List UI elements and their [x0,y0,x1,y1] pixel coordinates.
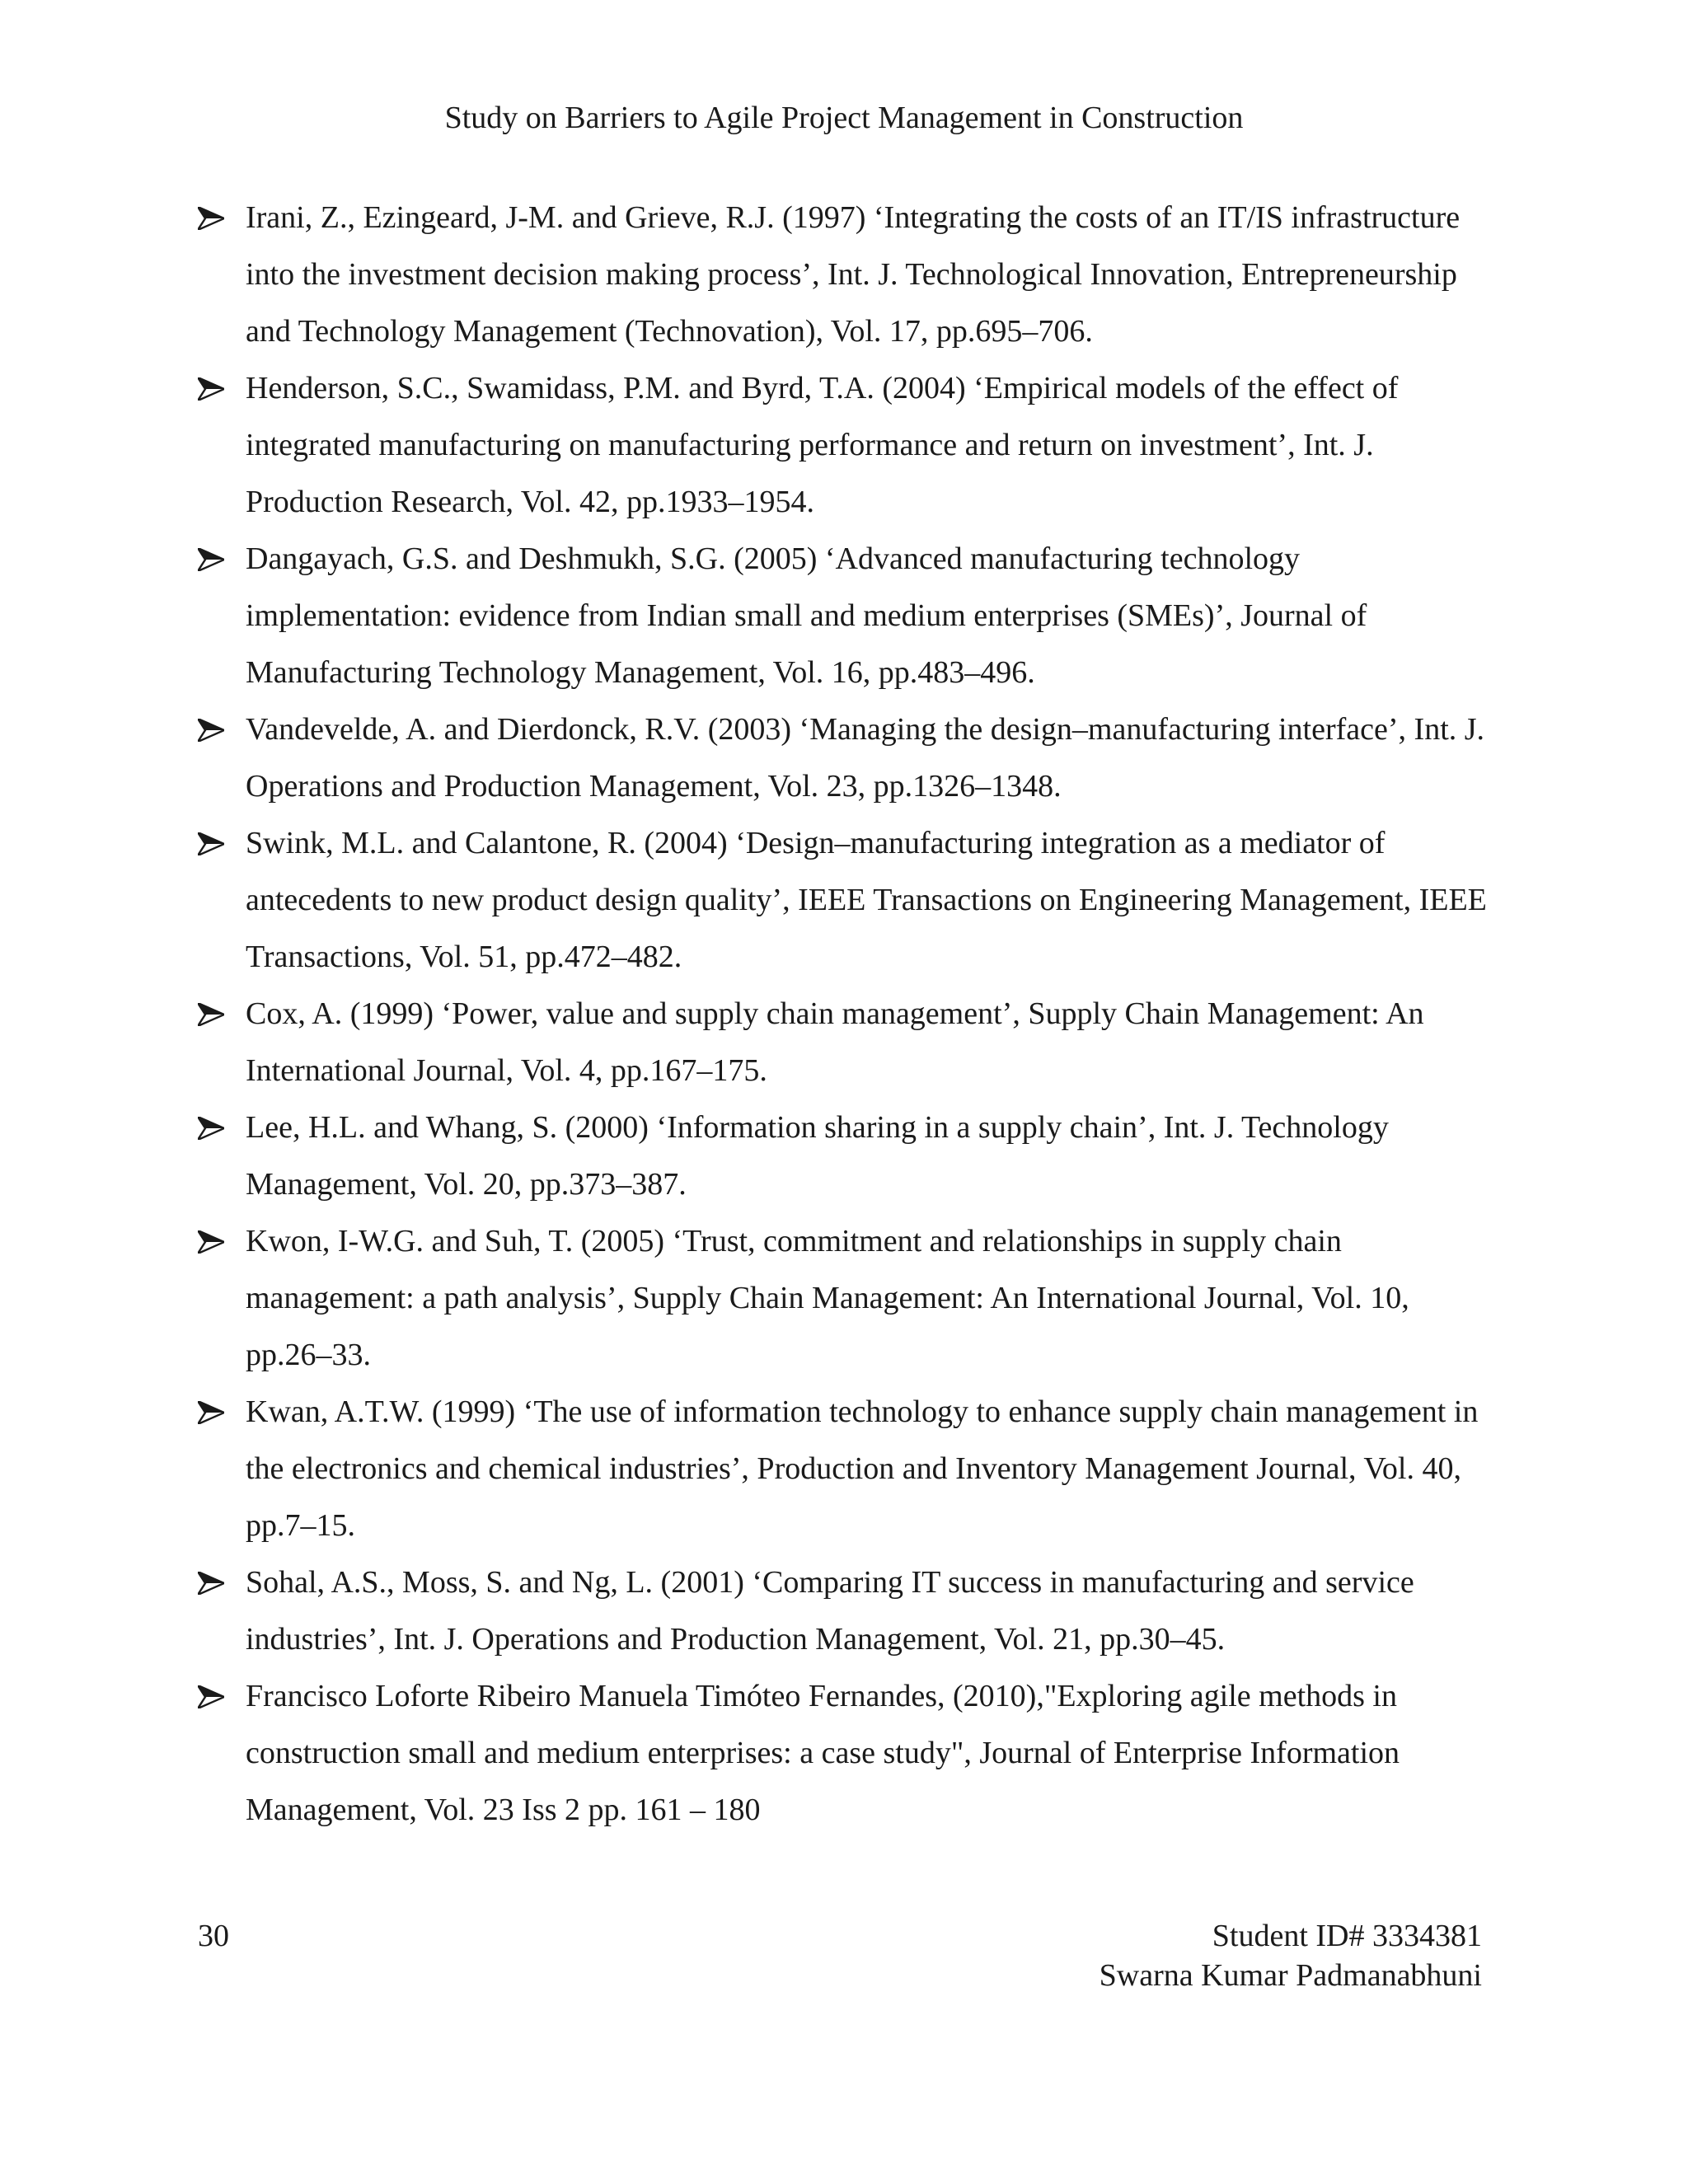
reference-text: Henderson, S.C., Swamidass, P.M. and Byrd, T.A. (2004) ‘Empirical models of the effect of integrated manufacturing on manufacturing performance and return on investment’, Int. J. Production Research, Vol. 42, pp.1933–1954. [246,371,1399,519]
reference-item [198,360,1500,531]
reference-text: Lee, H.L. and Whang, S. (2000) ‘Information sharing in a supply chain’, Int. J. Technology Management, Vol. 20, pp.373–387. [246,1110,1389,1202]
page-header: Study on Barriers to Agile Project Management in Construction [444,101,1244,135]
arrowhead-bullet-icon [198,207,224,230]
reference-item [198,1384,1500,1554]
arrowhead-bullet-icon [198,1572,224,1595]
arrowhead-bullet-icon [198,1117,224,1140]
arrowhead-bullet-icon [198,1003,224,1026]
reference-text: Kwon, I-W.G. and Suh, T. (2005) ‘Trust, commitment and relationships in supply chain management: a path analysis’, Supply Chain Management: An International Journal, Vol. 10, pp.26–33. [246,1224,1409,1372]
arrowhead-bullet-icon [198,548,224,571]
student-id: Student ID# 3334381 [1212,1919,1482,1953]
footer-author-block [1100,1916,1482,1995]
reference-item [198,815,1500,986]
arrowhead-bullet-icon [198,377,224,401]
author-name: Swarna Kumar Padmanabhuni [1099,1958,1482,1993]
reference-text: Irani, Z., Ezingeard, J-M. and Grieve, R.J. (1997) ‘Integrating the costs of an IT/IS infrastructure into the investment decision making process’, Int. J. Technological Innovation, Entrepreneurship and Technology Management (Technovation), Vol. 17, pp.695–706. [246,200,1461,349]
reference-item [198,1213,1500,1384]
reference-text: Kwan, A.T.W. (1999) ‘The use of information technology to enhance supply chain management in the electronics and chemical industries’, Production and Inventory Management Journal, Vol. 40, pp.7–15. [246,1394,1479,1543]
reference-item [198,1668,1500,1839]
arrowhead-bullet-icon [198,1230,224,1254]
reference-item [198,1099,1500,1213]
reference-item [198,531,1500,701]
reference-item [198,701,1500,815]
arrowhead-bullet-icon [198,1401,224,1424]
reference-text: Cox, A. (1999) ‘Power, value and supply chain management’, Supply Chain Management: An International Journal, Vol. 4, pp.167–175. [246,996,1424,1088]
reference-text: Dangayach, G.S. and Deshmukh, S.G. (2005) ‘Advanced manufacturing technology implementation: evidence from Indian small and medium enterprises (SMEs)’, Journal of Manufacturing Technology Management, Vol. 16, pp.483–496. [246,541,1367,690]
reference-list [198,190,1500,1839]
reference-item [198,986,1500,1099]
page-number: 30 [198,1919,229,1953]
arrowhead-bullet-icon [198,1685,224,1708]
arrowhead-bullet-icon [198,719,224,742]
reference-text: Sohal, A.S., Moss, S. and Ng, L. (2001) ‘Comparing IT success in manufacturing and service industries’, Int. J. Operations and Production Management, Vol. 21, pp.30–45. [246,1565,1414,1657]
reference-text: Francisco Loforte Ribeiro Manuela Timóteo Fernandes, (2010),"Exploring agile methods in construction small and medium enterprises: a case study", Journal of Enterprise Information Management, Vol. 23 Iss 2 pp. 161 – 180 [246,1679,1400,1827]
arrowhead-bullet-icon [198,832,224,855]
reference-text: Swink, M.L. and Calantone, R. (2004) ‘Design–manufacturing integration as a mediator of antecedents to new product design quality’, IEEE Transactions on Engineering Management, IEEE Transactions, Vol. 51, pp.472–482. [246,826,1487,974]
reference-text: Vandevelde, A. and Dierdonck, R.V. (2003) ‘Managing the design–manufacturing interface’, Int. J. Operations and Production Management, Vol. 23, pp.1326–1348. [246,712,1485,804]
reference-item [198,190,1500,360]
reference-item [198,1554,1500,1668]
